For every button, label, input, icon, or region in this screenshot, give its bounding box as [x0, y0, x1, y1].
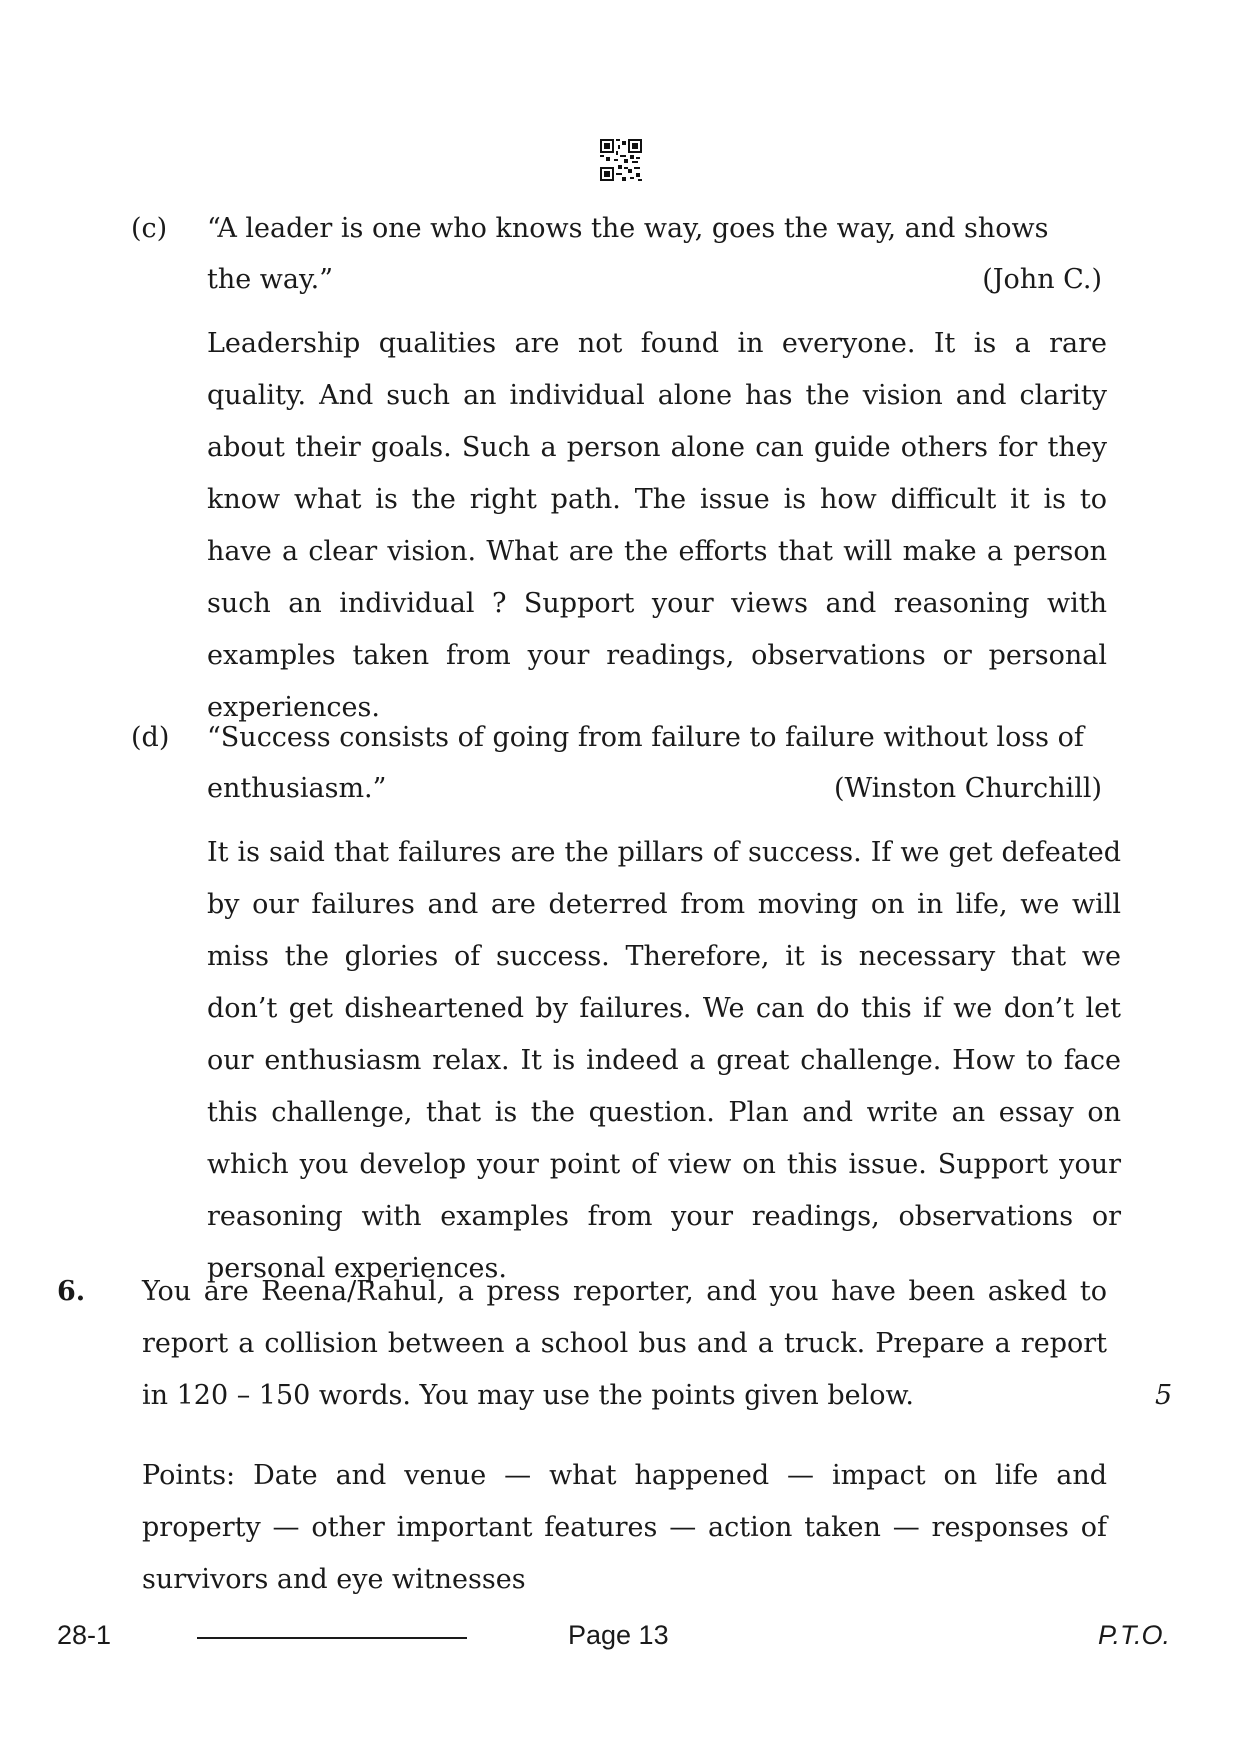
- question-d-label: (d): [131, 722, 170, 753]
- question-d-quote: “Success consists of going from failure to failure without loss of: [207, 722, 1084, 753]
- question-c-label: (c): [131, 213, 168, 244]
- question-c-attribution: (John C.): [982, 264, 1102, 295]
- question-c-body: Leadership qualities are not found in everyone. It is a rare quality. And such an individual alone has the vision and clarity about their goals. Such a person alone can guide others for they know what is the right path. The issue is how difficult it is to have a clear vision. What are the efforts that will make a person such an individual ? Support your views and reasoning with examples taken from your readings, observations or personal experiences.: [207, 328, 1107, 723]
- question-6-number: 6.: [57, 1276, 86, 1307]
- qr-code-icon: [600, 139, 642, 181]
- question-d-attribution: (Winston Churchill): [833, 773, 1102, 804]
- page-number: Page 13: [568, 1620, 669, 1650]
- question-6-body: You are Reena/Rahul, a press reporter, and you have been asked to report a collision between a school bus and a truck. Prepare a report in 120 – 150 words. You may use the points given below.: [142, 1276, 1107, 1411]
- question-c-quote: “A leader is one who knows the way, goes the way, and shows: [207, 213, 1049, 244]
- question-6-points: Points: Date and venue — what happened — impact on life and property — other important features — action taken — responses of survivors and eye witnesses: [142, 1460, 1107, 1595]
- footer-divider: [197, 1637, 467, 1639]
- question-d-body: It is said that failures are the pillars of success. If we get defeated by our failures and are deterred from moving on in life, we will miss the glories of success. Therefore, it is necessary that we don’t get disheartened by failures. We can do this if we don’t let our enthusiasm relax. It is indeed a great challenge. How to face this challenge, that is the question. Plan and write an essay on which you develop your point of view on this issue. Support your reasoning with examples from your readings, observations or personal experiences.: [207, 837, 1121, 1284]
- question-d-quote-end: enthusiasm.”: [207, 773, 387, 804]
- question-c-quote-end: the way.”: [207, 264, 334, 295]
- paper-code: 28-1: [57, 1620, 112, 1650]
- question-6-marks: 5: [1155, 1380, 1173, 1411]
- pto-label: P.T.O.: [1098, 1620, 1171, 1650]
